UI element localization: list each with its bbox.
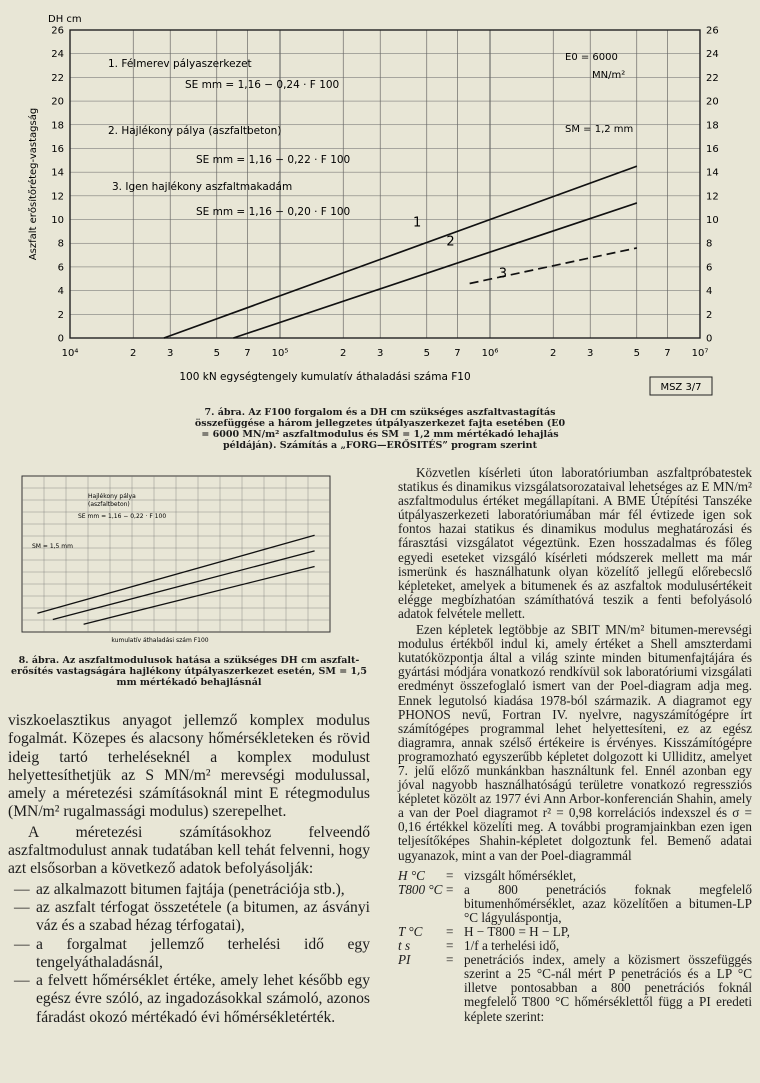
figure-7-x-tick-label: 3 [587, 348, 594, 359]
figure-7-x-tick-label: 7 [454, 348, 461, 359]
figure-7-series-label: 3 [498, 266, 507, 282]
figure-8-annotation: SM = 1,5 mm [32, 543, 73, 550]
definition-equals: = [446, 924, 454, 939]
figure-7-caption: 7. ábra. Az F100 forgalom és a DH cm szükséges aszfaltvastagítás összefüggése a három jellegzetes útpályaszerkezet fajta esetében (E0 = 6000 MN/m² aszfaltmodulus és SM = 1,2 mm mértékadó lehajlás példáján). Számítás a „FORG—ERŐSITÉS” program szerint [194, 407, 566, 451]
figure-7-series-label: 2 [446, 234, 455, 250]
symbol-definitions [398, 869, 752, 1024]
figure-7-x-tick-label: 5 [633, 348, 640, 359]
figure-7-x-tick-label: 2 [550, 348, 557, 359]
definition-equals: = [446, 867, 454, 883]
figure-7-x-tick-label: 7 [244, 348, 251, 359]
figure-7-annotation: SE mm = 1,16 − 0,24 · F 100 [185, 79, 340, 91]
figure-7-annotation: 1. Félmerev pályaszerkezet [108, 58, 252, 70]
definition-symbol: T800 °C [398, 881, 443, 897]
left-paragraph-2: A méretezési számításokhoz felveendő aszfaltmodulust annak tudatában kell tehát felvenni, hogy azt elsősorban a következő adatok befolyásolják: [8, 823, 370, 878]
figure-7-y-tick-label-right: 16 [706, 143, 719, 155]
figure-7-y-tick-label-right: 24 [706, 49, 719, 61]
figure-7-y-tick-label-right: 20 [706, 96, 719, 108]
figure-8-series-line [84, 566, 315, 624]
list-item: — az alkalmazott bitumen fajtája (penetrációja stb.), [8, 881, 370, 899]
figure-7-annotation: E0 = 6000 [565, 52, 618, 63]
figure-7-x-tick-label: 5 [423, 348, 430, 359]
figure-7-x-tick-label: 10⁴ [61, 348, 79, 359]
figure-7-annotation: 3. Igen hajlékony aszfaltmakadám [112, 181, 293, 193]
right-paragraph-1: Közvetlen kísérleti úton laboratóriumban aszfaltpróbatestek statikus és dinamikus vizsgálatsorozataival lehetséges az E MN/m² aszfaltmodulus értéket megállapítani. A BME Útépítési Tanszéke útpályaszerkezeti laboratóriumában már fél évtizede igen sok fontos hazai statikus és dinamikus modulus meghatározási és fárasztási vizsgálatot végeztünk. Ezen hosszadalmas és főleg egyedi eseteket vizsgáló kísérleti módszerek mellett ma már ismerünk és használhatunk olyan közelítő jellegű előrebecslő képleteket, amelyek a bitumenek és az aszfaltok modulusértékeit elégge megbízhatóan számíthatóvá teszik a fenti befolyásoló adatok felvétele mellett. [398, 465, 752, 621]
figure-7-series-line [233, 203, 636, 338]
definition-text: a 800 penetrációs foknak megfelelő bitumenhőmérséklet, azaz közelítően a bitumen-LP °C lágyuláspontja, [464, 881, 752, 925]
figure-7-y-tick-label-left: 2 [57, 309, 64, 321]
figure-7-x-tick-label: 3 [377, 348, 384, 359]
definition-row [398, 953, 752, 1023]
figure-7-y-tick-label-right: 0 [706, 333, 713, 345]
figure-7-y-tick-label-left: 20 [51, 96, 64, 108]
figure-7-y-tick-label-left: 14 [51, 167, 64, 179]
figure-7-x-tick-label: 2 [340, 348, 347, 359]
figure-7-series-label: 1 [413, 215, 422, 231]
figure-8-grid [22, 476, 330, 632]
list-item: — a felvett hőmérséklet értéke, amely lehet később egy egész évre szóló, az ingadozásokkal számoló, azonos fáradást okozó mértékadó évi hőmérsékletérték. [8, 972, 370, 1027]
figure-7-annotation: 2. Hajlékony pálya (aszfaltbeton) [108, 125, 282, 137]
figure-8-annotation: SE mm = 1,16 − 0,22 · F 100 [78, 513, 167, 520]
figure-7-x-tick-label: 10⁵ [271, 348, 289, 359]
definition-text: vizsgált hőmérséklet, [464, 867, 577, 883]
figure-7-x-tick-label: 10⁶ [481, 348, 499, 359]
figure-7-x-tick-label: 7 [664, 348, 671, 359]
right-paragraph-2: Ezen képletek legtöbbje az SBIT MN/m² bitumen-merevségi modulus értékből indul ki, amely értéket a Shell amszterdami kutatóközpontja által a világ szinte minden bitumenfajtájára és gyártási módjára vonatkozó rendkívül sok laboratóriumi vizsgálati eredményt összefoglaló ismert van der Poel-diagram adja meg. Ennek legutolsó kiadása 1978-ból származik. A diagramot egy PHONOS nevű, Fortran IV. nyelvre, nagyszámítógépre írt számítógépes programmal lehet helyettesíteni, ez az egész diagramra, annak szélső értékeire is érvényes. Kisszámítógépre programozható egyszerűbb képletet dolgozott ki Ulliditz, amelyet 7. jelű előző munkánkban használtunk fel. Ennél azonban egy jóval nagyobb használhatóságú területre vonatkozó regressziós képletet közölt az 1977 évi Ann Arbor-konferencián Shahin, amely a van der Poel diagramot r² = 0,98 korrelációs indexszel és σ = 0,16 értékkel közelíti meg. A további programjainkban ezen igen teljesítőképes Shahin-képletet dolgoztunk fel. Bemenő adatai ugyanazok, mint a van der Poel-diagrammál [398, 622, 752, 863]
figure-7-annotation: SE mm = 1,16 − 0,22 · F 100 [196, 154, 351, 166]
definition-row [398, 869, 752, 883]
left-column [8, 712, 370, 1027]
figure-7-annotation: SE mm = 1,16 − 0,20 · F 100 [196, 206, 351, 218]
figure-7-annotation: SM = 1,2 mm [565, 124, 634, 135]
figure-7-x-tick-label: 5 [213, 348, 220, 359]
figure-7-chart [0, 0, 760, 405]
figure-7-y-tick-label-left: 18 [51, 120, 64, 132]
definition-row [398, 925, 752, 939]
list-item: — az aszfalt térfogat összetétele (a bitumen, az ásványi váz és a szabad hézag térfogatai), [8, 899, 370, 936]
figure-7-y-tick-label-right: 22 [706, 72, 719, 84]
definition-symbol: T °C [398, 924, 423, 939]
figure-7-y-tick-label-right: 6 [706, 262, 713, 274]
figure-7-y-tick-label-right: 26 [706, 25, 719, 37]
figure-7-x-axis-title: 100 kN egységtengely kumulatív áthaladási száma F10 [179, 371, 471, 383]
figure-7-y-tick-label-left: 16 [51, 143, 64, 155]
figure-7-x-tick-label: 10⁷ [691, 348, 709, 359]
definition-row [398, 939, 752, 953]
definition-equals: = [446, 952, 454, 968]
figure-7-y-tick-label-right: 12 [706, 191, 719, 203]
figure-8-series-line [53, 551, 315, 620]
definition-equals: = [446, 881, 454, 897]
figure-7-y-tick-label-left: 6 [57, 262, 64, 274]
figure-7-x-tick-label: 3 [167, 348, 174, 359]
list-item: — a forgalmat jellemző terhelési idő egy tengelyáthaladásnál, [8, 936, 370, 973]
figure-7-y-tick-label-left: 10 [51, 215, 64, 227]
definition-row [398, 883, 752, 925]
figure-8-chart [10, 462, 372, 652]
figure-7-y-tick-label-left: 26 [51, 25, 64, 37]
figure-7-y-tick-label-left: 12 [51, 191, 64, 203]
definition-symbol: PI [398, 952, 411, 968]
figure-7-y-tick-label-left: 0 [57, 333, 64, 345]
figure-7-x-tick-label: 2 [130, 348, 137, 359]
figure-7-msz-label: MSZ 3/7 [660, 382, 702, 393]
figure-8-x-axis-title: kumulatív áthaladási szám F100 [111, 637, 209, 644]
figure-8-annotation: Hajlékony pálya [88, 493, 136, 500]
figure-7-y-tick-label-right: 8 [706, 238, 713, 250]
influencing-factors-list [8, 881, 370, 1027]
figure-7-y-tick-label-left: 8 [57, 238, 64, 250]
figure-7-y-tick-label-right: 4 [706, 286, 713, 298]
definition-equals: = [446, 938, 454, 954]
definition-symbol: H °C [398, 867, 425, 883]
right-column [398, 466, 752, 1024]
figure-7-annotation: MN/m² [592, 70, 626, 81]
left-paragraph-1: viszkoelasztikus anyagot jellemző komplex modulus fogalmát. Közepes és alacsony hőmérsékleteken és rövid ideig tartó terheléseknél a komplex modulust helyettesíthetjük az S MN/m² merevségi modulussal, amely a méretezési számításoknál mint E rétegmodulus (MN/m² rugalmassági modulus) szerepelhet. [8, 712, 370, 821]
figure-8-caption: 8. ábra. Az aszfaltmodulusok hatása a szükséges DH cm aszfalt-erősítés vastagságára hajlékony útpályaszerkezet esetén, SM = 1,5 mm mértékadó behajlásnál [10, 655, 368, 688]
figure-7-y-tick-label-right: 18 [706, 120, 719, 132]
figure-7-y-tick-label-right: 14 [706, 167, 719, 179]
figure-7-y-tick-label-right: 10 [706, 215, 719, 227]
figure-7-y-axis-title: Aszfalt erősítőréteg-vastagság [28, 107, 39, 261]
figure-8-annotation: (aszfaltbeton) [88, 501, 130, 508]
figure-7-y-tick-label-left: 4 [57, 286, 64, 298]
definition-text: H − T800 = H − LP, [464, 924, 570, 939]
figure-7-y-tick-label-left: 24 [51, 49, 64, 61]
definition-text: penetrációs index, amely a közismert összefüggés szerint a 25 °C-nál mért P penetrációs és a LP °C illetve pontosabban a 800 penetrációs foknál megfelelő T800 °C hőmérséklettől függ a PI eredeti képlete szerint: [464, 952, 752, 1024]
definition-text: 1/f a terhelési idő, [464, 938, 560, 954]
figure-7-unit-label: DH cm [48, 14, 82, 25]
figure-7-y-tick-label-left: 22 [51, 72, 64, 84]
figure-8-labels [32, 493, 209, 644]
figure-7-y-tick-label-right: 2 [706, 309, 713, 321]
definition-symbol: t s [398, 938, 411, 954]
